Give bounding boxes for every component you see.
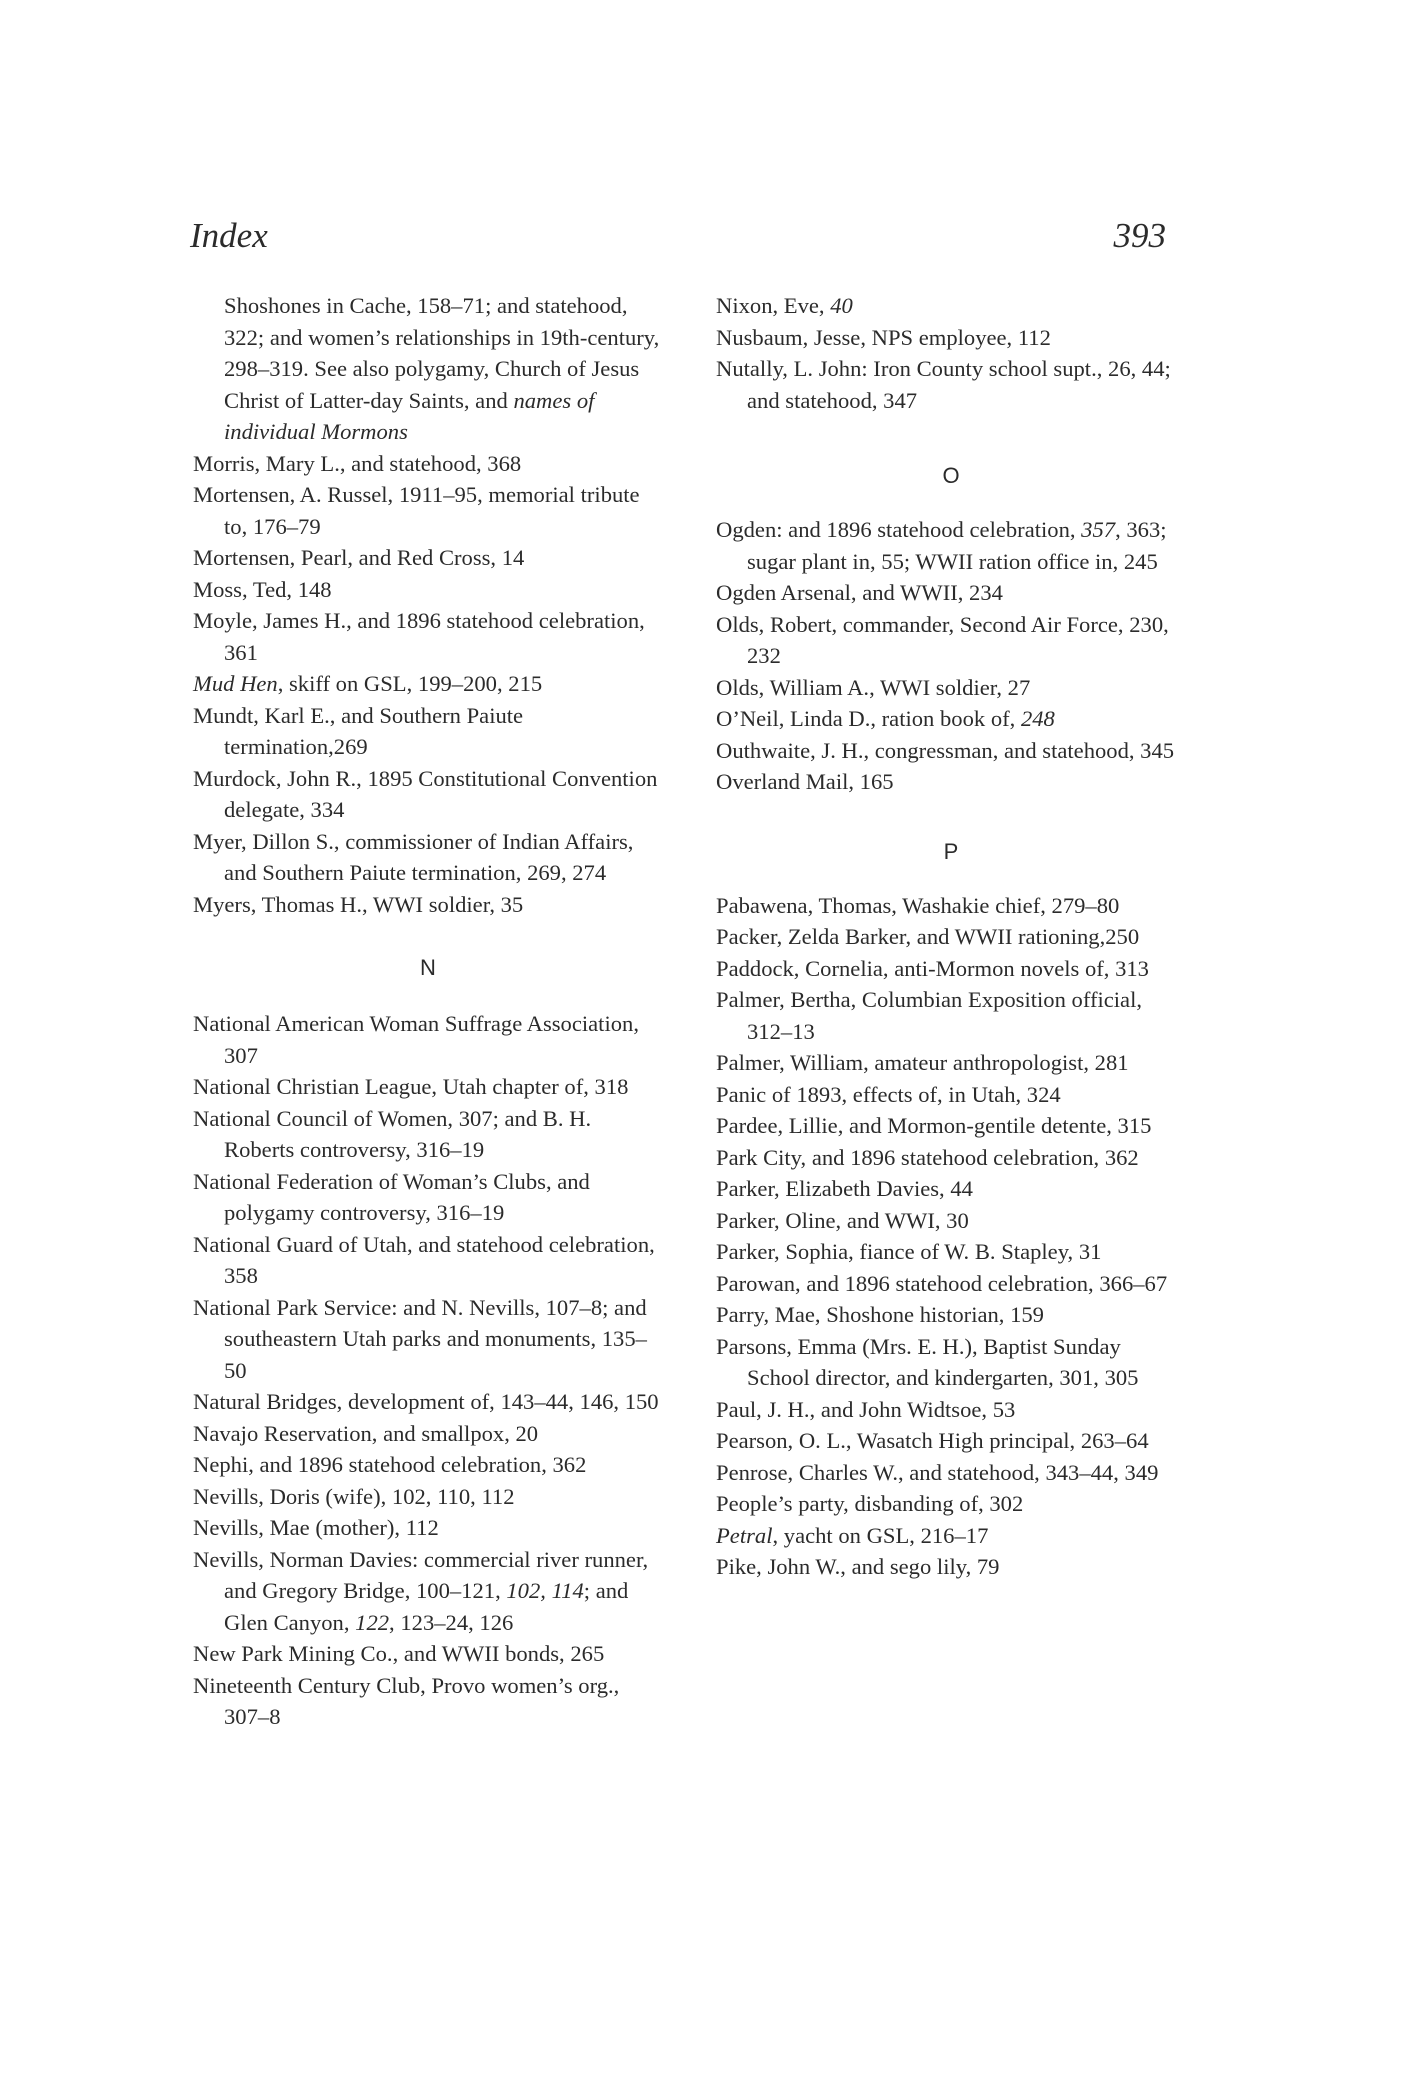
- entry-text: Parker, Oline, and WWI, 30: [716, 1207, 969, 1233]
- index-entry: [193, 574, 663, 606]
- index-entry: [193, 826, 663, 889]
- entries-n-left: [193, 1008, 663, 1733]
- italic-text: 102, 114: [506, 1578, 584, 1603]
- index-entry: [716, 1268, 1186, 1300]
- index-entry: [716, 1488, 1186, 1520]
- index-column-right: [716, 290, 1186, 1583]
- entry-text: Nephi, and 1896 statehood celebration, 362: [193, 1452, 587, 1477]
- entry-text: Parker, Elizabeth Davies, 44: [716, 1176, 973, 1201]
- index-entry: [193, 1386, 663, 1418]
- entry-text: Mortensen, A. Russel, 1911–95, memorial tribute to, 176–79: [193, 482, 640, 539]
- entry-text: Parsons, Emma (Mrs. E. H.), Baptist Sunday School director, and kindergarten, 301, 305: [716, 1333, 1139, 1390]
- italic-text: 357: [1081, 517, 1116, 542]
- index-entry: [716, 1173, 1186, 1205]
- entry-text: National Guard of Utah, and statehood celebration, 358: [193, 1231, 655, 1288]
- entry-text: National Christian League, Utah chapter of, 318: [193, 1074, 629, 1099]
- index-entry: [716, 1110, 1186, 1142]
- entry-text: Panic of 1893, effects of, in Utah, 324: [716, 1081, 1061, 1107]
- entry-text: Nixon, Eve,: [716, 293, 831, 318]
- entry-text: New Park Mining Co., and WWII bonds, 265: [193, 1641, 605, 1666]
- index-entry: [716, 1457, 1186, 1489]
- entry-text: Mortensen, Pearl, and Red Cross, 14: [193, 545, 525, 570]
- index-entry: [716, 703, 1186, 735]
- entry-text: Pearson, O. L., Wasatch High principal, 263–64: [716, 1428, 1149, 1453]
- index-entry: [716, 1299, 1186, 1331]
- entry-text: Parry, Mae, Shoshone historian, 159: [716, 1302, 1044, 1327]
- entry-text: Nusbaum, Jesse, NPS employee, 112: [716, 324, 1051, 350]
- entry-text: Myer, Dillon S., commissioner of Indian Affairs, and Southern Paiute termination, 269, 274: [193, 828, 634, 885]
- entry-text: , 123–24, 126: [389, 1609, 514, 1635]
- entry-text: Myers, Thomas H., WWI soldier, 35: [193, 891, 524, 917]
- index-entry: [716, 290, 1186, 322]
- index-entry: [193, 448, 663, 480]
- index-entry: [193, 1481, 663, 1513]
- index-entry: [193, 1512, 663, 1544]
- index-entry: [193, 1292, 663, 1387]
- index-entry: [193, 700, 663, 763]
- entry-text: Nutally, L. John: Iron County school supt., 26, 44; and statehood, 347: [716, 356, 1171, 413]
- italic-text: Petral: [716, 1522, 773, 1548]
- index-entry: [716, 1047, 1186, 1079]
- entry-text: Parowan, and 1896 statehood celebration, 366–67: [716, 1270, 1168, 1296]
- entry-text: Paul, J. H., and John Widtsoe, 53: [716, 1396, 1016, 1422]
- running-head-title: Index: [190, 216, 268, 255]
- entry-text: , skiff on GSL, 199–200, 215: [277, 671, 543, 696]
- entry-text: National American Woman Suffrage Association, 307: [193, 1011, 639, 1068]
- index-entry: [716, 1425, 1186, 1457]
- index-entry: [193, 1103, 663, 1166]
- index-entry: [193, 479, 663, 542]
- entry-text: Nineteenth Century Club, Provo women’s org., 307–8: [193, 1672, 620, 1729]
- entry-text: Olds, William A., WWI soldier, 27: [716, 674, 1031, 700]
- entry-text: Pardee, Lillie, and Mormon-gentile detente, 315: [716, 1113, 1152, 1138]
- index-entry: [716, 984, 1186, 1047]
- italic-text: 40: [830, 293, 853, 318]
- index-entry: [716, 1079, 1186, 1111]
- entries-m: [193, 448, 663, 921]
- entry-text: Palmer, William, amateur anthropologist, 281: [716, 1050, 1129, 1075]
- italic-text: 248: [1020, 706, 1055, 731]
- entry-text: Moyle, James H., and 1896 statehood celebration, 361: [193, 608, 645, 665]
- index-entry: [193, 668, 663, 700]
- index-entry: [193, 1166, 663, 1229]
- index-column-left: [193, 290, 663, 1733]
- entry-text: Moss, Ted, 148: [193, 576, 332, 602]
- index-entry: [193, 1071, 663, 1103]
- index-entry: [193, 605, 663, 668]
- index-entry: [716, 1205, 1186, 1237]
- entry-text: Morris, Mary L., and statehood, 368: [193, 450, 522, 476]
- entry-text: Nevills, Norman Davies: commercial river runner, and Gregory Bridge, 100–121,: [193, 1546, 649, 1603]
- index-entry: [716, 1394, 1186, 1426]
- entry-text: , yacht on GSL, 216–17: [772, 1522, 989, 1548]
- entry-text: Palmer, Bertha, Columbian Exposition official, 312–13: [716, 987, 1143, 1044]
- index-entry: [193, 1638, 663, 1670]
- index-entry: [716, 921, 1186, 953]
- italic-text: Mud Hen: [193, 671, 278, 696]
- entries-o: [716, 514, 1186, 798]
- index-entry: [193, 763, 663, 826]
- index-entry: [716, 1520, 1186, 1552]
- entry-text: Olds, Robert, commander, Second Air Force, 230, 232: [716, 611, 1169, 668]
- index-entry: [193, 1229, 663, 1292]
- index-entry: [716, 1331, 1186, 1394]
- index-entry-continued: [193, 290, 663, 448]
- index-entry: [716, 1551, 1186, 1583]
- entry-text: Nevills, Doris (wife), 102, 110, 112: [193, 1483, 515, 1509]
- entry-text: Paddock, Cornelia, anti-Mormon novels of, 313: [716, 955, 1149, 981]
- entry-text: O’Neil, Linda D., ration book of,: [716, 706, 1021, 731]
- entry-text: Nevills, Mae (mother), 112: [193, 1515, 439, 1540]
- index-entry: [193, 1008, 663, 1071]
- index-entry: [193, 1418, 663, 1450]
- index-entry: [716, 577, 1186, 609]
- italic-text: 122: [355, 1609, 390, 1635]
- entry-text: Park City, and 1896 statehood celebration, 362: [716, 1144, 1139, 1170]
- entries-n-right: [716, 290, 1186, 416]
- entry-text: Shoshones in Cache, 158–71; and statehood, 322; and women’s relationships in 19th-century, 298–319. See also polygamy, Church of Jesus Christ of Latter-day Saints, and: [224, 293, 660, 413]
- entries-p: [716, 890, 1186, 1583]
- entry-text: Packer, Zelda Barker, and WWII rationing,250: [716, 924, 1140, 949]
- entry-text: Penrose, Charles W., and statehood, 343–44, 349: [716, 1459, 1159, 1485]
- entry-text: Pike, John W., and sego lily, 79: [716, 1554, 1000, 1579]
- index-entry: [193, 889, 663, 921]
- entry-text: Ogden Arsenal, and WWII, 234: [716, 580, 1003, 605]
- entry-text: National Federation of Woman’s Clubs, and polygamy controversy, 316–19: [193, 1168, 590, 1225]
- index-entry: [716, 953, 1186, 985]
- index-entry: [193, 1670, 663, 1733]
- page-number: 393: [1113, 216, 1166, 255]
- section-letter-p: P: [943, 838, 959, 864]
- index-entry: [716, 322, 1186, 354]
- index-entry: [193, 1544, 663, 1639]
- entry-text: Pabawena, Thomas, Washakie chief, 279–80: [716, 892, 1120, 918]
- entry-text: Ogden: and 1896 statehood celebration,: [716, 517, 1082, 542]
- italic-text: names of individual Mormons: [224, 387, 595, 444]
- entry-text: Overland Mail, 165: [716, 769, 894, 794]
- entry-text: , 363; sugar plant in, 55; WWII ration office in, 245: [747, 517, 1167, 574]
- entry-text: National Council of Women, 307; and B. H. Roberts controversy, 316–19: [193, 1105, 592, 1162]
- index-entry: [716, 353, 1186, 416]
- section-letter-n: N: [420, 955, 436, 980]
- running-head: [190, 214, 1166, 258]
- index-entry: [193, 542, 663, 574]
- entry-text: National Park Service: and N. Nevills, 107–8; and southeastern Utah parks and monuments, 135–50: [193, 1294, 647, 1383]
- entry-text: Navajo Reservation, and smallpox, 20: [193, 1420, 539, 1446]
- index-entry: [716, 766, 1186, 798]
- entry-text: Natural Bridges, development of, 143–44, 146, 150: [193, 1389, 659, 1414]
- index-entry: [193, 1449, 663, 1481]
- index-entry: [716, 609, 1186, 672]
- entry-text: Mundt, Karl E., and Southern Paiute termination,269: [193, 702, 524, 759]
- index-entry: [716, 1142, 1186, 1174]
- index-entry: [716, 514, 1186, 577]
- entry-text: Murdock, John R., 1895 Constitutional Convention delegate, 334: [193, 765, 658, 822]
- section-letter-o: O: [942, 463, 960, 488]
- entry-text: Parker, Sophia, fiance of W. B. Stapley, 31: [716, 1239, 1102, 1264]
- index-entry: [716, 1236, 1186, 1268]
- entry-text: ; and Glen Canyon,: [224, 1578, 629, 1635]
- index-entry: [716, 672, 1186, 704]
- index-entry: [716, 890, 1186, 922]
- entry-text: People’s party, disbanding of, 302: [716, 1491, 1024, 1516]
- index-entry: [716, 735, 1186, 767]
- entry-text: Outhwaite, J. H., congressman, and statehood, 345: [716, 737, 1175, 763]
